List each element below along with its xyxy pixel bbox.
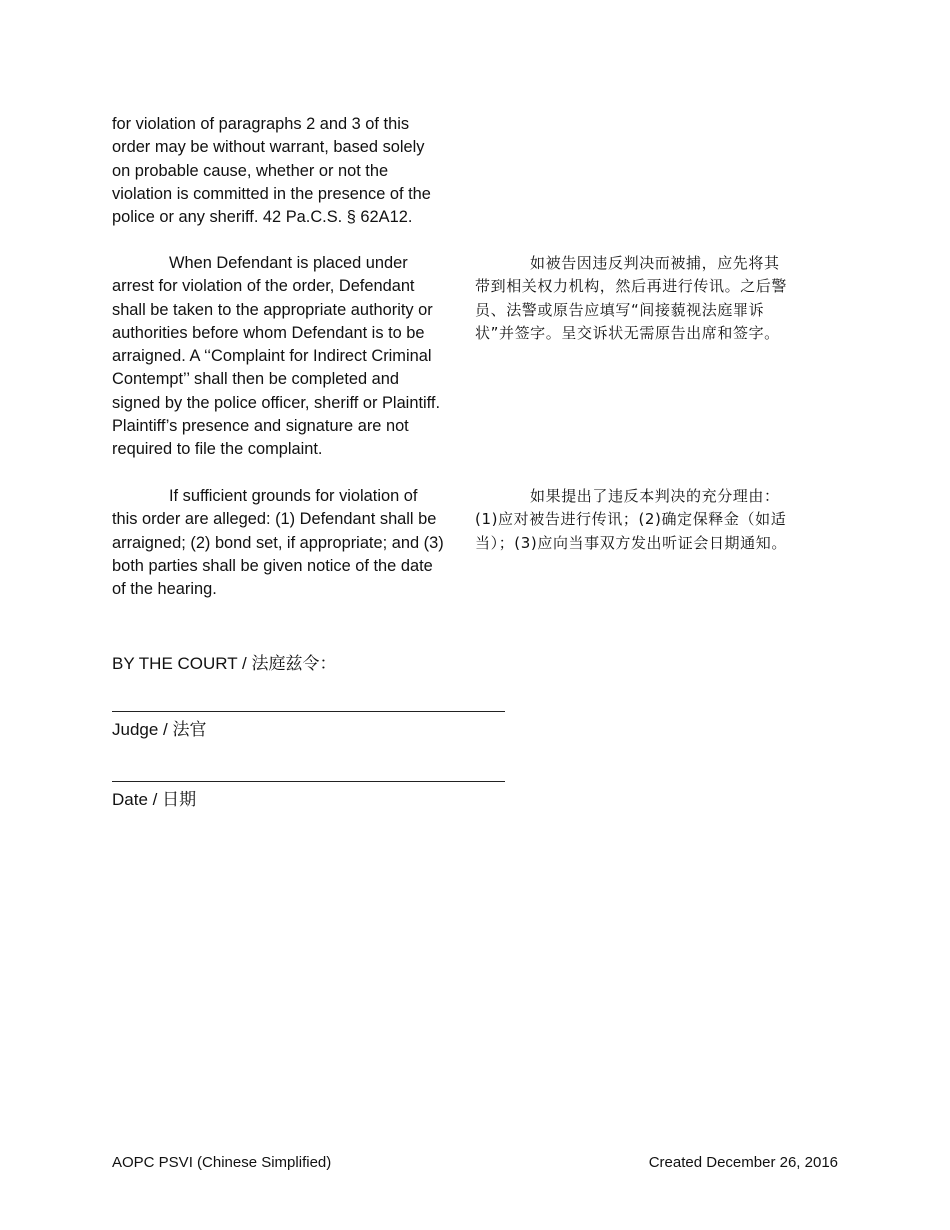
text-line: Contempt’’ shall then be completed and: [112, 370, 400, 389]
text-line: on probable cause, whether or not the: [112, 161, 389, 180]
paragraph-arrest-procedure-en: [112, 252, 440, 462]
text-line: of the hearing.: [112, 580, 217, 599]
text-line: arrest for violation of the order, Defendant: [112, 277, 415, 296]
paragraph-arrest-procedure-cn: [475, 252, 787, 345]
text-line: violation is committed in the presence of the: [112, 184, 431, 203]
text-line: order may be without warrant, based solely: [112, 138, 425, 157]
paragraph-arrest-warrant-en: [112, 113, 431, 229]
text-line: If sufficient grounds for violation of: [169, 487, 418, 505]
judge-signature-line: [112, 711, 505, 712]
text-line: arraigned. A ‘‘Complaint for Indirect Criminal: [112, 347, 432, 366]
text-line: required to file the complaint.: [112, 440, 323, 459]
text-line: shall be taken to the appropriate authority or: [112, 300, 433, 319]
text-line: 如被告因违反判决而被捕，应先将其: [530, 254, 780, 272]
footer-created-date: Created December 26, 2016: [648, 1154, 838, 1171]
text-line: authorities before whom Defendant is to be: [112, 323, 425, 342]
text-line: (1)应对被告进行传讯；(2)确定保释金（如适: [475, 510, 787, 529]
text-line: 如果提出了违反本判决的充分理由：: [530, 487, 780, 505]
text-line: arraigned; (2) bond set, if appropriate; and (3): [112, 533, 444, 552]
text-line: this order are alleged: (1) Defendant shall be: [112, 510, 437, 529]
paragraph-grounds-en: [112, 485, 444, 601]
footer-form-id: AOPC PSVI (Chinese Simplified): [112, 1154, 332, 1171]
judge-label: Judge / 法官: [112, 720, 207, 739]
text-line: 员、法警或原告应填写“间接藐视法庭罪诉: [475, 300, 765, 319]
date-label: Date / 日期: [112, 790, 197, 809]
text-line: When Defendant is placed under: [169, 254, 408, 272]
text-line: both parties shall be given notice of the date: [112, 556, 433, 575]
text-line: signed by the police officer, sheriff or Plaintiff.: [112, 393, 441, 412]
text-line: 状”并签字。呈交诉状无需原告出席和签字。: [475, 323, 780, 342]
text-line: Plaintiff’s presence and signature are not: [112, 417, 409, 436]
text-line: police or any sheriff. 42 Pa.C.S. § 62A12.: [112, 208, 413, 227]
date-signature-line: [112, 781, 505, 782]
paragraph-grounds-cn: [475, 485, 787, 555]
text-line: 当）；(3)应向当事双方发出听证会日期通知。: [475, 533, 787, 552]
text-line: for violation of paragraphs 2 and 3 of this: [112, 115, 410, 133]
text-line: 带到相关权力机构，然后再进行传讯。之后警: [475, 277, 788, 296]
by-the-court-heading: BY THE COURT / 法庭兹令：: [112, 654, 337, 673]
